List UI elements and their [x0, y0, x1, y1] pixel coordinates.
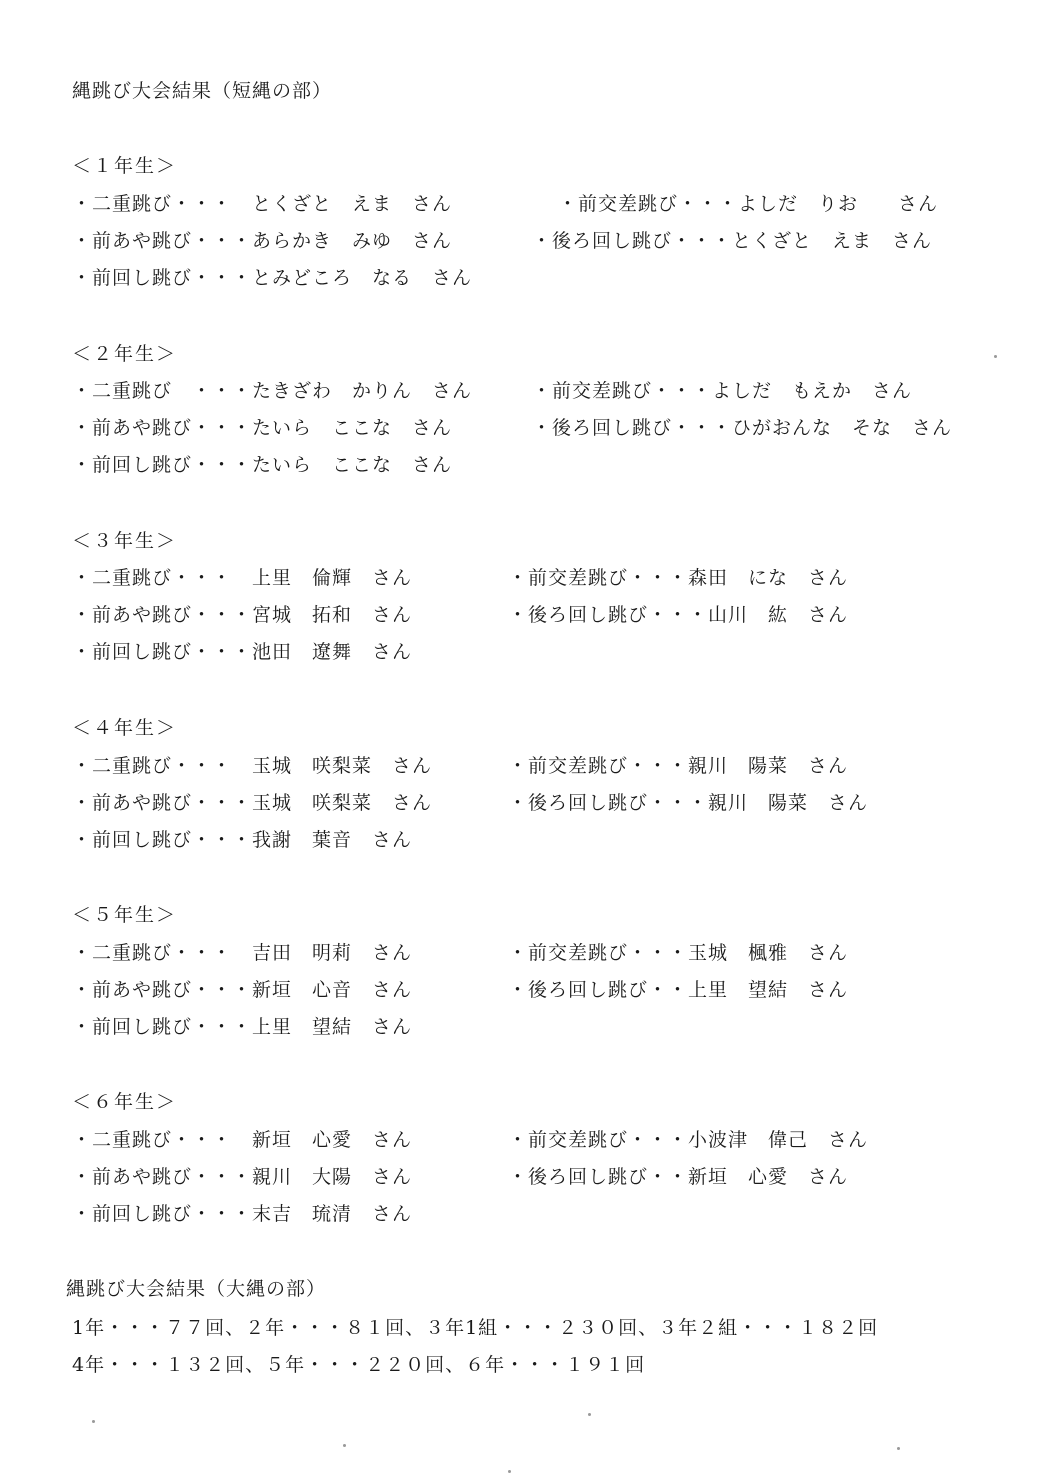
long-rope-results-line: 4年・・・１３２回、５年・・・２２０回、６年・・・１９１回: [72, 1354, 646, 1376]
grade-5-heading: ＜５年生＞: [72, 904, 178, 926]
grade-5-entry: ・前あや跳び・・・新垣 心音 さん: [72, 979, 413, 1001]
grade-5-entry: ・二重跳び・・・ 吉田 明莉 さん: [72, 942, 413, 964]
grade-2-entry: ・前交差跳び・・・よしだ もえか さん: [532, 380, 913, 402]
scan-speck: [897, 1447, 900, 1450]
grade-1-entry: ・前回し跳び・・・とみどころ なる さん: [72, 267, 473, 289]
grade-3-entry: ・後ろ回し跳び・・・山川 紘 さん: [508, 604, 849, 626]
grade-6-entry: ・後ろ回し跳び・・新垣 心愛 さん: [508, 1166, 849, 1188]
grade-6-heading: ＜６年生＞: [72, 1091, 178, 1113]
grade-6-entry: ・二重跳び・・・ 新垣 心愛 さん: [72, 1129, 413, 1151]
grade-2-entry: ・前あや跳び・・・たいら ここな さん: [72, 417, 453, 439]
scan-speck: [994, 355, 997, 358]
short-rope-title: 縄跳び大会結果（短縄の部）: [72, 80, 333, 102]
grade-3-entry: ・前交差跳び・・・森田 にな さん: [508, 567, 849, 589]
grade-3-entry: ・二重跳び・・・ 上里 倫輝 さん: [72, 567, 413, 589]
grade-1-entry: ・前交差跳び・・・よしだ りお さん: [558, 193, 939, 215]
grade-6-entry: ・前交差跳び・・・小波津 偉己 さん: [508, 1129, 869, 1151]
grade-1-entry: ・後ろ回し跳び・・・とくざと えま さん: [532, 230, 933, 252]
grade-2-heading: ＜２年生＞: [72, 343, 178, 365]
scan-speck: [588, 1413, 591, 1416]
long-rope-results-line: 1年・・・７７回、２年・・・８１回、３年1組・・・２３０回、３年２組・・・１８２回: [72, 1317, 879, 1339]
long-rope-title: 縄跳び大会結果（大縄の部）: [66, 1278, 327, 1300]
scan-speck: [92, 1420, 95, 1423]
grade-1-entry: ・二重跳び・・・ とくざと えま さん: [72, 193, 453, 215]
grade-3-entry: ・前回し跳び・・・池田 遼舞 さん: [72, 641, 413, 663]
grade-4-entry: ・前回し跳び・・・我謝 葉音 さん: [72, 829, 413, 851]
grade-4-entry: ・二重跳び・・・ 玉城 咲梨菜 さん: [72, 755, 433, 777]
grade-4-entry: ・前あや跳び・・・玉城 咲梨菜 さん: [72, 792, 433, 814]
grade-5-entry: ・前交差跳び・・・玉城 楓雅 さん: [508, 942, 849, 964]
grade-5-entry: ・前回し跳び・・・上里 望結 さん: [72, 1016, 413, 1038]
grade-2-entry: ・二重跳び ・・・たきざわ かりん さん: [72, 380, 473, 402]
grade-4-entry: ・前交差跳び・・・親川 陽菜 さん: [508, 755, 849, 777]
scan-speck: [343, 1444, 346, 1447]
scan-speck: [508, 1470, 511, 1473]
grade-2-entry: ・後ろ回し跳び・・・ひがおんな そな さん: [532, 417, 953, 439]
grade-3-heading: ＜３年生＞: [72, 530, 178, 552]
grade-6-entry: ・前あや跳び・・・親川 大陽 さん: [72, 1166, 413, 1188]
grade-1-entry: ・前あや跳び・・・あらかき みゆ さん: [72, 230, 453, 252]
grade-2-entry: ・前回し跳び・・・たいら ここな さん: [72, 454, 453, 476]
grade-5-entry: ・後ろ回し跳び・・上里 望結 さん: [508, 979, 849, 1001]
grade-1-heading: ＜１年生＞: [72, 155, 178, 177]
grade-4-entry: ・後ろ回し跳び・・・親川 陽菜 さん: [508, 792, 869, 814]
grade-6-entry: ・前回し跳び・・・末吉 琉清 さん: [72, 1203, 413, 1225]
grade-4-heading: ＜４年生＞: [72, 717, 178, 739]
grade-3-entry: ・前あや跳び・・・宮城 拓和 さん: [72, 604, 413, 626]
